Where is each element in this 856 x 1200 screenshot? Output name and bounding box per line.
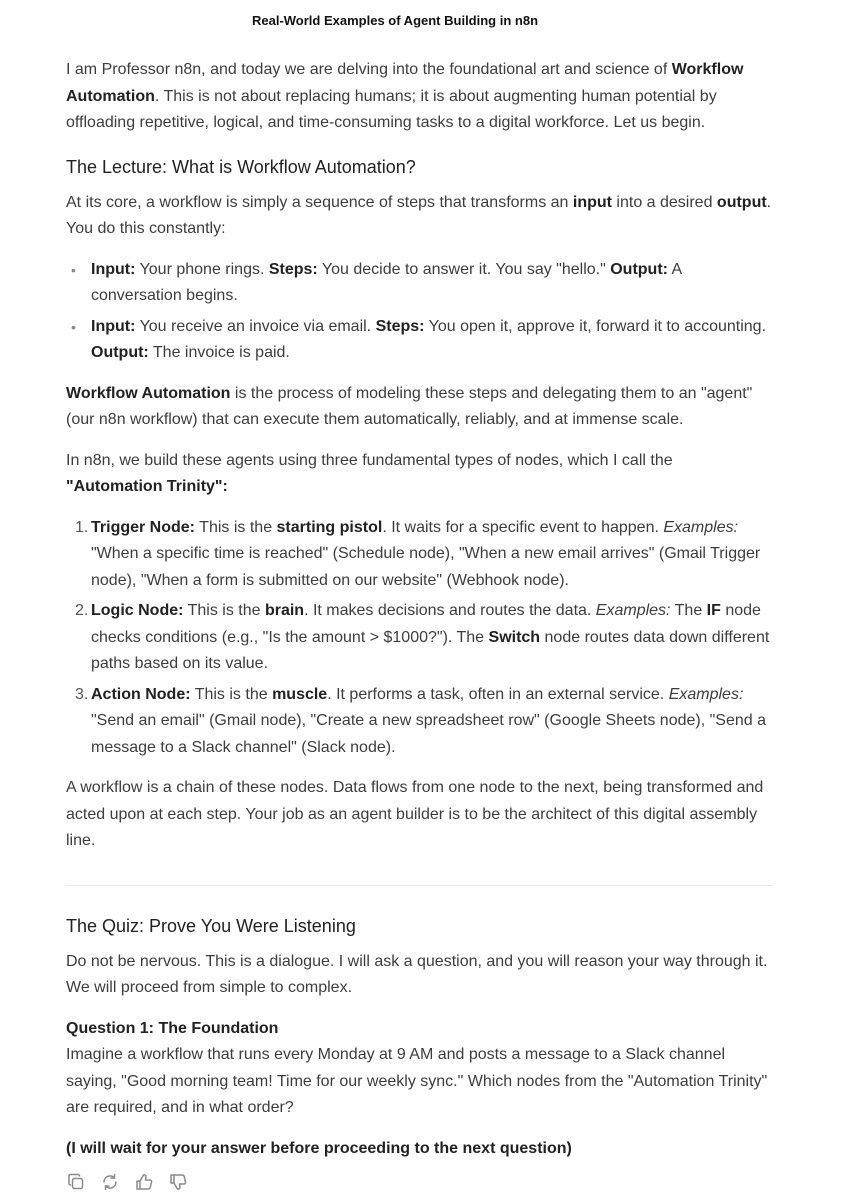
node-item-logic [66,598,772,678]
text: This is the [195,518,277,536]
text: node checks conditions (e.g., "Is the amount > $1000?"). The [91,602,761,646]
regenerate-icon[interactable] [100,1172,120,1192]
bold-output: output [716,193,767,211]
question-title: Question 1: The Foundation [66,1019,279,1037]
steps-label: Steps: [375,317,425,335]
section-divider [66,885,772,886]
text: . It performs a task, often in an external service. [327,685,669,703]
copy-icon[interactable] [66,1172,86,1192]
text: In n8n, we build these agents using three fundamental types of nodes, which I call the [66,451,673,469]
lecture-paragraph-3 [66,448,772,501]
page-title: Real-World Examples of Agent Building in n8n [251,13,539,28]
bold: Workflow Automation [66,384,231,402]
text: You open it, approve it, forward it to accounting. [424,317,767,335]
bullet-dot: • [71,261,76,278]
text: . It waits for a specific event to happen. [382,518,664,536]
bullet-item [66,257,772,310]
steps-label: Steps: [268,260,318,278]
text: You decide to answer it. You say "hello." [317,260,611,278]
intro-text-2: . This is not about replacing humans; it is about augmenting human potential by offloading repetitive, logical, and time-consuming tasks to a digital workforce. Let us begin. [66,87,717,131]
bold: starting pistol [276,518,383,536]
bold: Switch [488,628,541,646]
bullet-dot: • [71,318,76,335]
bold: "Automation Trinity": [66,478,228,495]
quiz-paragraph: Do not be nervous. This is a dialogue. I will ask a question, and you will reason your way through it. We will proceed from simple to complex. [66,952,768,996]
examples-label: Examples: [663,518,739,536]
message-content [66,57,772,1192]
list-number: 3. [75,685,89,703]
question-1 [66,1016,772,1122]
input-label: Input: [91,317,136,335]
input-label: Input: [91,260,136,278]
text: . It makes decisions and routes the data. [304,602,596,619]
bold: IF [706,602,721,619]
wait-text: (I will wait for your answer before proceeding to the next question) [66,1139,572,1157]
lecture-paragraph-1 [66,190,772,243]
bold: muscle [272,685,328,703]
text: . You do this constantly: [66,193,772,237]
intro-text: I am Professor n8n, and today we are delving into the foundational art and science of [66,61,672,78]
text: "When a specific time is reached" (Schedule node), "When a new email arrives" (Gmail Trigger node), "When a form is submitted on our website" (Webhook node). [91,545,761,589]
bold-input: input [572,193,612,211]
text: The [670,602,707,619]
lecture-paragraph-2 [66,381,772,434]
text: You receive an invoice via email. [135,317,376,335]
list-number: 1. [75,518,89,536]
node-item-trigger [66,515,772,595]
bullet-item [66,314,772,367]
examples-label: Examples: [595,602,671,619]
question-text: Imagine a workflow that runs every Monday at 9 AM and posts a message to a Slack channel saying, "Good morning team! Time for our weekly sync." Which nodes from the "Automation Trinity" are required, and in what order? [66,1046,768,1116]
node-label: Action Node: [91,685,191,703]
node-label: Trigger Node: [91,518,196,536]
node-types-list [66,515,772,762]
thumbs-down-icon[interactable] [168,1172,188,1192]
text: Your phone rings. [135,260,269,278]
text: node routes data down different paths based on its value. [91,628,770,672]
text: This is the [190,685,273,703]
text: "Send an email" (Gmail node), "Create a new spreadsheet row" (Google Sheets node), "Send a message to a Slack channel" (Slack node). [91,712,766,756]
message-actions [66,1172,772,1192]
output-label: Output: [610,260,668,278]
node-item-action [66,682,772,762]
bold: brain [264,602,305,619]
intro-paragraph [66,57,772,137]
list-number: 2. [75,602,89,619]
output-label: Output: [91,344,149,361]
intro-bold: Workflow Automation [66,61,744,105]
text: The invoice is paid. [148,344,290,361]
node-label: Logic Node: [91,602,184,619]
wait-note [66,1136,772,1163]
thumbs-up-icon[interactable] [134,1172,154,1192]
text: into a desired [611,193,717,211]
text: At its core, a workflow is simply a sequence of steps that transforms an [66,193,573,211]
lecture-heading: The Lecture: What is Workflow Automation? [66,156,416,177]
quiz-heading: The Quiz: Prove You Were Listening [66,915,356,936]
lecture-paragraph-4: A workflow is a chain of these nodes. Data flows from one node to the next, being transformed and acted upon at each step. Your job as an agent builder is to be the architect of this digital assembly line. [66,779,764,849]
text: This is the [183,602,265,619]
text: A conversation begins. [91,260,682,304]
example-bullet-list [66,257,772,367]
examples-label: Examples: [668,685,744,703]
text: is the process of modeling these steps and delegating them to an "agent" (our n8n workflow) that can execute them automatically, reliably, and at immense scale. [66,384,753,428]
